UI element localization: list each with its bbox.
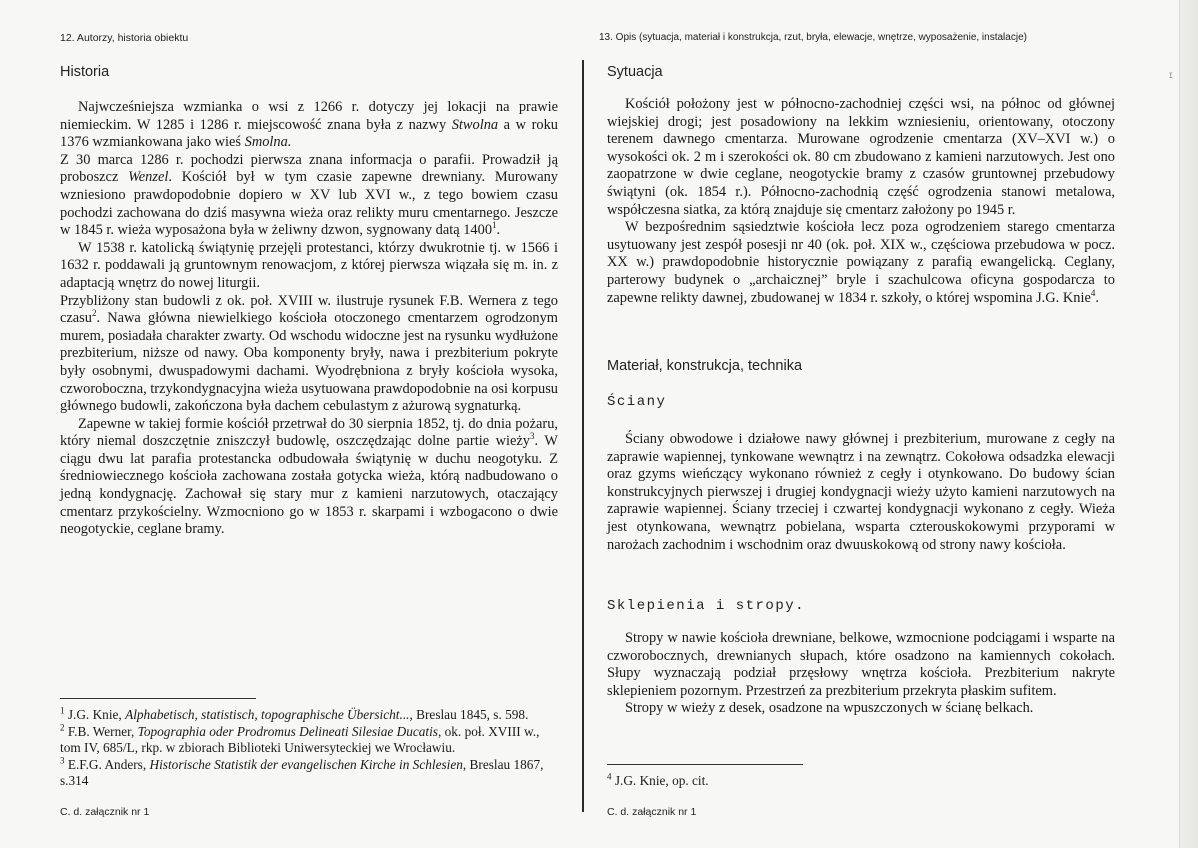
- walls-text: [607, 431, 1115, 554]
- sheet-edge: [1179, 0, 1198, 848]
- history-text: [60, 99, 558, 539]
- subheading-vaults: Sklepienia i stropy.: [607, 598, 806, 614]
- scan-mark: ɪ: [1169, 70, 1173, 81]
- heading-sytuacja: Sytuacja: [607, 64, 663, 80]
- subheading-walls: Ściany: [607, 394, 667, 410]
- footnote-rule: [60, 698, 256, 699]
- section-header-12: 12. Autorzy, historia obiektu: [60, 32, 189, 44]
- paragraph: Z 30 marca 1286 r. pochodzi pierwsza znana informacja o parafii. Prowadził ją proboszcz Wenzel. Kościół był w tym czasie zapewne drewniany. Murowany wzniesiono prawdopodobnie dopiero w XV lub XVI w., z tego bowiem czasu pochodzi zachowana do dziś masywna wieża oraz relikty muru cmentarnego. Jeszcze w 1845 r. wieża wyposażona była w żeliwny dzwon, sygnowany datą 1400$^1$.: [60, 151, 559, 239]
- right-page: [599, 0, 1198, 848]
- page-footer-left: C. d. załącznik nr 1: [60, 806, 150, 818]
- page-divider: [582, 60, 584, 812]
- paragraph: Ściany obwodowe i działowe nawy głównej i prezbiterium, murowane z cegły na zaprawie wapiennej, tynkowane wewnątrz i na zewnątrz. Cokołowa odsadzka elewacji oraz gzyms wieńczący wykonano również z cegły i otynkowano. Do budowy ścian konstrukcyjnych pierwszej i drugiej kondygnacji wieży użyto kamieni narzutowych na zaprawie wapiennej. Ściany trzeciej i czwartej kondygnacji wykonano z cegły. Wieża jest otynkowana, wewnątrz pobielana, wsparta czterouskokowymi przyporami w narożach zachodnim i wschodnim oraz dwuuskokową od strony nawy kościoła.: [607, 431, 1115, 553]
- section-header-13: 13. Opis (sytuacja, materiał i konstrukcja, rzut, bryła, elewacje, wnętrze, wyposażenie, instalacje): [599, 32, 1027, 43]
- paragraph: Stropy w wieży z desek, osadzone na wpuszczonych w ścianę belkach.: [625, 700, 1034, 717]
- heading-historia: Historia: [60, 64, 110, 80]
- footnotes-left: [60, 707, 560, 790]
- paragraph: Stropy w nawie kościoła drewniane, belkowe, wzmocnione podciągami i wsparte na czworobocznych, drewnianych słupach, które osadzono na kamiennych cokołach. Słupy wyznaczają podział przęsłowy wnętrza kościoła. Prezbiterium nakryte sklepieniem pozornym. Przestrzeń za prezbiterium przekryta płaskim sufitem.: [607, 630, 1115, 699]
- footnote: $^4$ J.G. Knie, op. cit.: [607, 771, 709, 788]
- footnote: $^3$ E.F.G. Anders, Historische Statistik der evangelischen Kirche in Schlesien, Breslau 1867, s.314: [60, 755, 544, 788]
- paragraph: Przybliżony stan budowli z ok. poł. XVIII w. ilustruje rysunek F.B. Wernera z tego czasu$^2$. Nawa główna niewielkiego kościoła otoczonego cmentarzem ogrodzonym murem, posiadała charakter zwarty. Od wschodu widoczne jest na rysunku wydłużone prezbiterium, niższe od nawy. Oba komponenty bryły, nawa i prezbiterium pokryte były osobnymi, dwuspadowymi dachami. Wyodrębniona z bryły kościoła wysoka, czworoboczna, trzykondygnacyjna wieża usytuowana prawdopodobnie na osi korpusu głównego budowli, zakończona była dachem cebulastym z ażurową sygnaturką.: [60, 292, 558, 415]
- footnote: $^1$ J.G. Knie, Alphabetisch, statistisch, topographische Übersicht..., Breslau 1845, s. 598.: [60, 705, 529, 722]
- heading-material: Materiał, konstrukcja, technika: [607, 358, 803, 374]
- footnote-rule-right: [607, 764, 803, 765]
- vaults-text: [607, 630, 1115, 718]
- paragraph: Najwcześniejsza wzmianka o wsi z 1266 r. dotyczy jej lokacji na prawie niemieckim. W 1285 i 1286 r. miejscowość znana była z nazwy Stwolna a w roku 1376 wzmiankowana jako wieś Smolna.: [60, 99, 558, 151]
- paragraph: Zapewne w takiej formie kościół przetrwał do 30 sierpnia 1852, tj. do dnia pożaru, który niemal doszczętnie zniszczył budowlę, oszczędzając dolne partie wieży$^3$. W ciągu dwu lat parafia protestancka odbudowała świątynię w duchu neogotyku. Z średniowiecznego kościoła zachowana została gotycka wieża, którą nadbudowano o jedną kondygnację. Zachował się stary mur z kamieni narzutowych, otaczający cmentarz przykościelny. Wzmocniono go w 1853 r. skarpami i wzbogacono o dwie neogotyckie, ceglane bramy.: [60, 415, 558, 538]
- situation-text: [607, 96, 1115, 307]
- paragraph: W 1538 r. katolicką świątynię przejęli protestanci, którzy dwukrotnie tj. w 1566 i 1632 r. poddawali ją gruntownym renowacjom, z której pierwsza wiązała się m. in. z adaptacją wnętrz do nowej liturgii.: [60, 239, 558, 291]
- page-footer-right: C. d. załącznik nr 1: [607, 806, 697, 818]
- paragraph: W bezpośrednim sąsiedztwie kościoła lecz poza ogrodzeniem starego cmentarza usytuowany jest zespół posesji nr 40 (ok. poł. XIX w., częściowa przebudowa w pocz. XX w.) prawdopodobnie historycznie powiązany z parafią ewangelicką. Ceglany, parterowy budynek o „archaicznej” bryle i szachulcowa oficyna gospodarcza to zapewne relikty dawnej, zbudowanej w 1834 r. szkoły, o której wspomina J.G. Knie$^4$.: [607, 219, 1115, 306]
- footnotes-right: [607, 773, 1007, 790]
- footnote: $^2$ F.B. Werner, Topographia oder Prodromus Delineati Silesiae Ducatis, ok. poł. XVIII w., tom IV, 685/L, rkp. w zbiorach Biblioteki Uniwersyteckiej we Wrocławiu.: [60, 722, 540, 755]
- paragraph: Kościół położony jest w północno-zachodniej części wsi, na północ od głównej wiejskiej drogi; jest posadowiony na lekkim wzniesieniu, orientowany, otoczony terenem dawnego cmentarza. Murowane ogrodzenie cmentarza (XV–XVI w.) o wysokości ok. 2 m i szerokości ok. 80 cm zbudowano z kamieni narzutowych. Jest ono zaopatrzone w dwie ceglane, neogotyckie bramy z czasów gruntownej przebudowy świątyni (ok. 1854 r.). Północno-zachodnią część ogrodzenia stanowi metalowa, współczesna siatka, za którą znajduje się cmentarz założony po 1945 r.: [607, 96, 1115, 218]
